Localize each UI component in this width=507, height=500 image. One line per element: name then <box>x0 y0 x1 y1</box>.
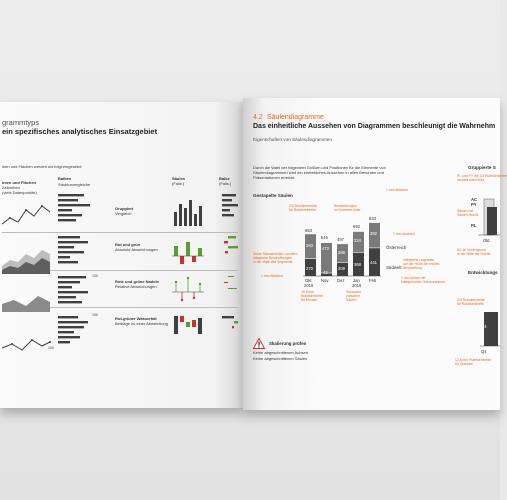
dev-annotation: für Quartale <box>455 362 473 366</box>
annotation: für Monate <box>301 298 318 302</box>
warning-item-1: Keine abgeschnittenen Achsen <box>253 350 308 355</box>
grouped-column-sketch <box>478 197 500 237</box>
open-brochure <box>0 98 507 410</box>
annotation: integrierte Beschriftungen <box>253 256 292 260</box>
annotation: zwischen <box>346 294 360 298</box>
label-100-c: 100 <box>48 346 54 350</box>
annotation: 1 mm Abstand <box>261 274 283 278</box>
legend-top: Österreich <box>386 245 407 250</box>
col-lines-sub2: (viele Datenpunkte) <box>2 190 37 195</box>
grouped-category: Okt <box>483 238 490 243</box>
warning-title: Skalierung prüfen <box>269 341 307 346</box>
right-subtitle: Eigenschaften von Säulendiagrammen <box>253 137 332 142</box>
left-intro: nien und Flächen werden wir folgt eingesetzt: <box>2 164 83 169</box>
segment-label: 392 <box>370 231 377 236</box>
dev-annotation: für Rubrikenbreite <box>457 302 484 306</box>
annotation: 1 mm Achse mit <box>401 276 426 280</box>
grouped-annotation: Säulen mit <box>457 209 474 213</box>
col-5-sub: (Falls.) <box>219 181 232 186</box>
row-3-sub: Relative Abweichungen <box>115 284 157 289</box>
dev-category: Q4 <box>481 349 487 354</box>
total-label: 653 <box>305 228 312 233</box>
legend-bottom: Südwelt <box>386 265 402 270</box>
dev-label: Q4 <box>481 324 487 329</box>
grouped-annotation: Versatz nach links <box>457 178 485 182</box>
segment-label: 441 <box>370 260 377 265</box>
section-title: Säulendiagramme <box>267 114 324 121</box>
row-3-title: Rote und grüne Nadeln <box>115 279 159 284</box>
col-bars-sub: Strukturvergleiche <box>58 182 91 187</box>
category-label: Dez <box>337 278 345 283</box>
col-saulen-title: Säulen <box>172 176 186 181</box>
category-label: Feb <box>369 278 377 283</box>
grouped-label: PY <box>471 202 477 207</box>
row-2-title: Rot und grün <box>115 242 141 247</box>
left-section-heading: grammtyps <box>2 118 40 127</box>
year-label: 2015 <box>304 283 314 288</box>
segment-label: 473 <box>322 246 329 251</box>
annotation: 1 mm Abstand <box>386 188 408 192</box>
grouped-annotation: Säulen-Rubrik <box>457 213 479 217</box>
col-saulen-sub: (Falls.) <box>172 181 185 186</box>
annotation: 10,5 mm <box>301 290 315 294</box>
row-4-sub: Beiträge zu einer Abweichung <box>115 321 168 326</box>
grouped-heading: Gruppierte S <box>468 165 496 170</box>
grouped-annotation: in der Mitte der Rubrik <box>457 252 491 256</box>
label-100-b: 100 <box>92 313 98 317</box>
year-label: 2016 <box>352 283 362 288</box>
category-label: Jan <box>353 278 360 283</box>
row-1-title: Gruppiert <box>115 206 134 211</box>
body-line-3: Präsentationen erreicht. <box>253 175 296 180</box>
segment-label: 368 <box>354 262 361 267</box>
annotation: Separator <box>346 290 361 294</box>
grouped-label: PL <box>471 223 477 228</box>
label-100-a: 100 <box>92 274 98 278</box>
line-area-thumbnails <box>0 196 60 396</box>
segment-label: 288 <box>338 250 345 255</box>
segment-label: 270 <box>306 266 313 271</box>
annotation: in der Mitte des Segments <box>253 260 293 264</box>
annotation: Rubrikenbreite <box>301 294 324 298</box>
body-line-2: Säulendiagrammen wird ein einheitliches Aussehen in allen Berichten und <box>253 170 384 175</box>
development-heading: Entwicklungs <box>468 270 498 275</box>
annotation: Beschriftung <box>403 266 422 270</box>
annotation: kategorischen Säulenrahmen <box>401 280 446 284</box>
left-page <box>0 102 243 408</box>
left-page-title: ein spezifisches analytisches Einsatzgebiet <box>2 127 158 136</box>
col-lines-sub1: Zeitreihen <box>2 185 20 190</box>
row-2-sub: Absolute Abweichungen <box>115 247 158 252</box>
grouped-annotation: PL und PY mit 1/4 Rubrikenbreite <box>457 174 507 178</box>
col-5-title: Balke <box>219 176 230 181</box>
right-page-title: Das einheitliche Aussehen von Diagrammen beschleunigt die Wahrnehm <box>253 123 496 130</box>
annotation: 1 mm Abstand <box>393 232 415 236</box>
column-thumbnails <box>172 194 212 394</box>
dev-annotation: 2/3 Rubrikenbreite <box>457 298 485 302</box>
segment-label: 324 <box>354 238 361 243</box>
category-label: Okt <box>305 278 312 283</box>
annotation: im Summen-Mitte <box>334 208 361 212</box>
col-lines-title: inien und Flächen <box>2 180 37 185</box>
segment-label: 42 <box>323 270 328 275</box>
bar-thumbnails <box>58 194 108 394</box>
annotation: Integrierte Legenden <box>403 258 435 262</box>
total-label: 497 <box>337 237 344 242</box>
total-label: 515 <box>321 235 328 240</box>
grouped-annotation: AC im Vordergrund <box>457 248 486 252</box>
category-label: Nov <box>321 278 329 283</box>
annotation: auf der Höhe der letzten <box>403 262 440 266</box>
column-5-thumbnails <box>222 194 242 394</box>
grouped-label: AC <box>471 197 478 202</box>
annotation: für Rubrikenbreite <box>289 208 316 212</box>
section-number: 4.2 <box>253 114 263 121</box>
annotation: Säulen <box>346 298 357 302</box>
warning-item-2: Keine abgeschnittenen Säulen <box>253 356 308 361</box>
dev-annotation: 12,5 mm Rubrikenbreite <box>455 358 492 362</box>
segment-label: 209 <box>338 266 345 271</box>
annotation: 2/3 Rubrikenbreite <box>289 204 317 208</box>
warning-icon <box>253 338 265 349</box>
row-1-sub: Vergleich <box>115 211 132 216</box>
stacked-heading: Gestapelte Säulen <box>253 193 293 198</box>
body-line-1: Durch die Wahl der folgenden Größen und Positionen für die Elemente von <box>253 165 386 170</box>
annotation: Beschriftungen <box>334 204 357 208</box>
total-label: 833 <box>369 216 376 221</box>
segment-label: 383 <box>306 243 313 248</box>
right-page <box>243 98 507 410</box>
annotation: Keine Rahmenlinien, sondern <box>253 252 298 256</box>
row-4-title: Rot-grüner Wasserfall <box>115 316 157 321</box>
col-bars-title: Balken <box>58 176 72 181</box>
total-label: 692 <box>353 224 360 229</box>
